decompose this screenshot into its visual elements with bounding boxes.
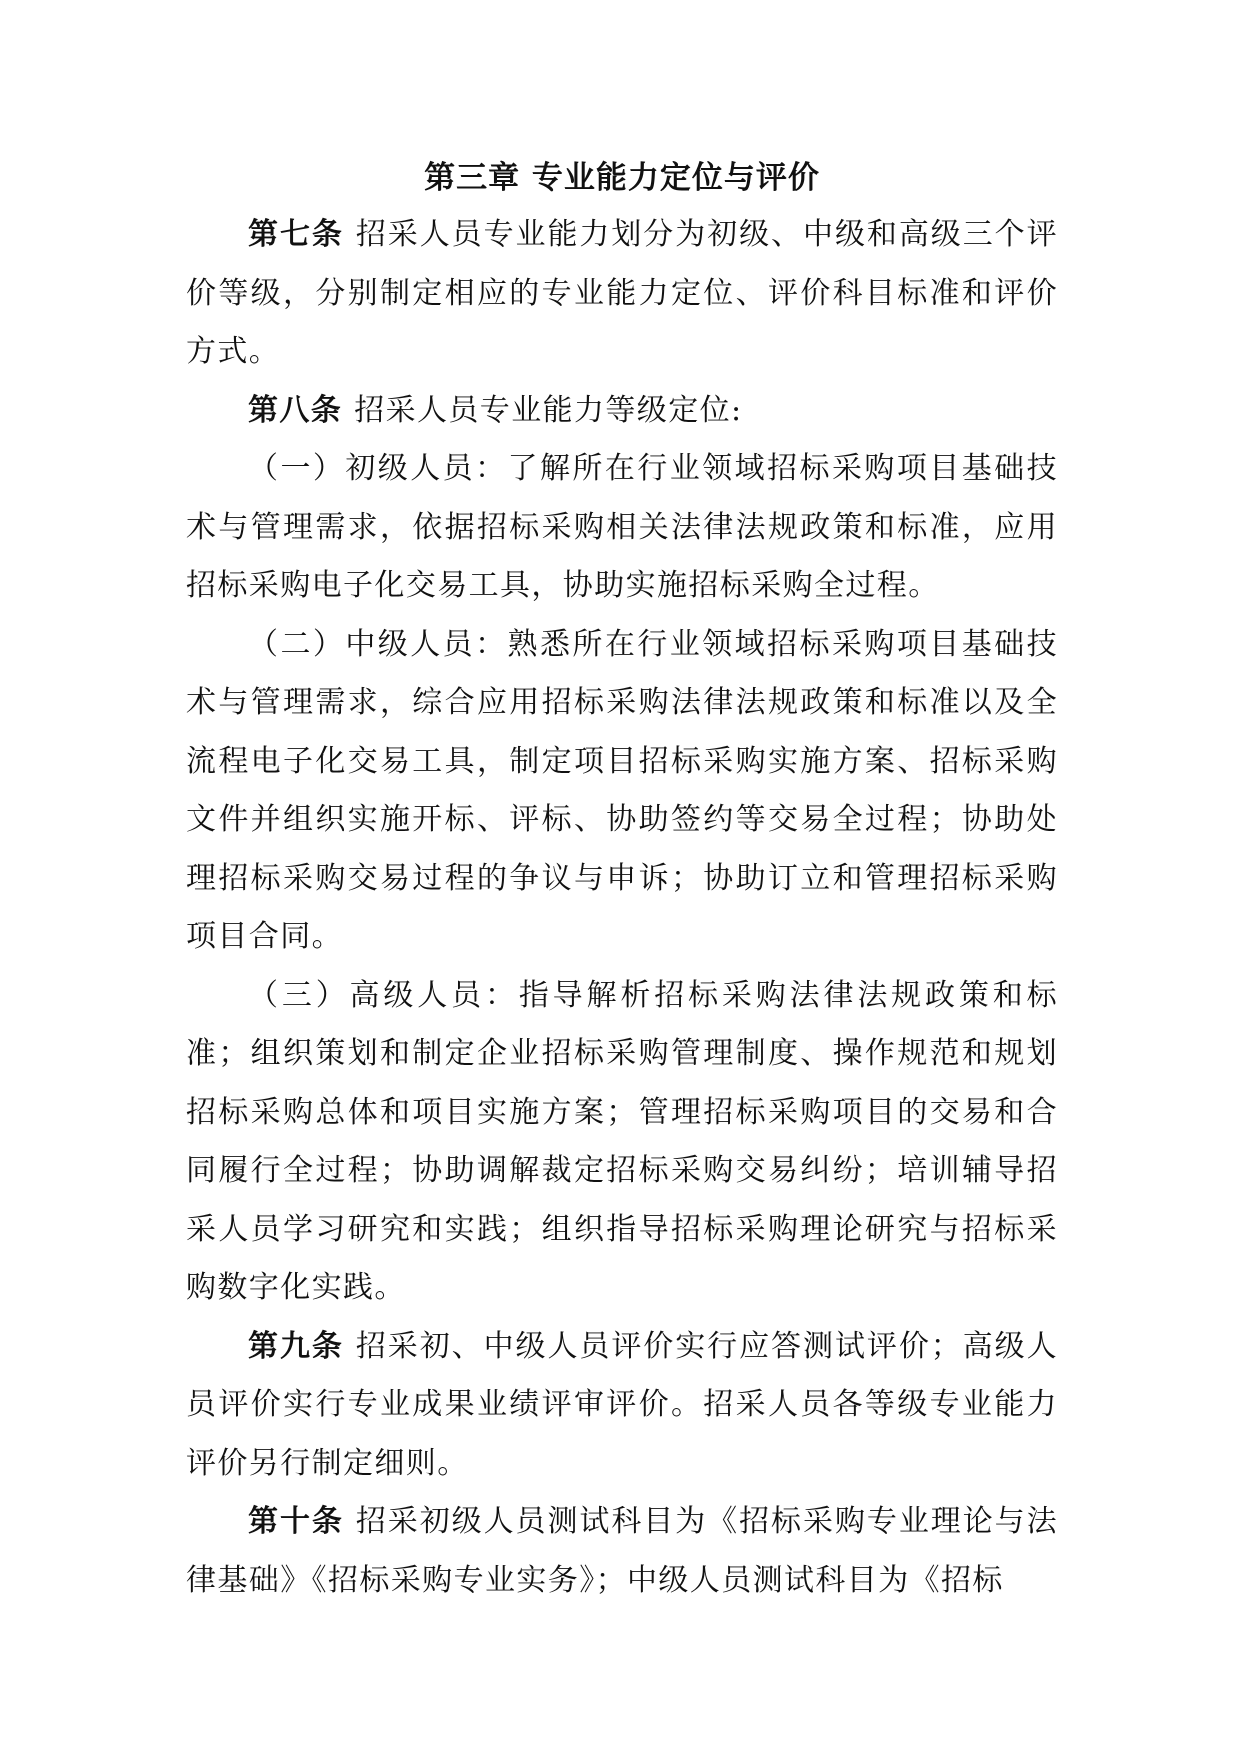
article-8-item-2-text: （二）中级人员：熟悉所在行业领域招标采购项目基础技术与管理需求，综合应用招标采购法律法规政策和标准以及全流程电子化交易工具，制定项目招标采购实施方案、招标采购文件并组织实施开标、评标、协助签约等交易全过程；协助处理招标采购交易过程的争议与申诉；协助订立和管理招标采购项目合同。: [186, 626, 1058, 954]
article-8-item-3: [186, 967, 1058, 1318]
article-8-number: 第八条: [248, 392, 343, 428]
article-10: [186, 1493, 1058, 1610]
article-8-item-3-text: （三）高级人员：指导解析招标采购法律法规政策和标准；组织策划和制定企业招标采购管理制度、操作规范和规划招标采购总体和项目实施方案；管理招标采购项目的交易和合同履行全过程；协助调解裁定招标采购交易纠纷；培训辅导招采人员学习研究和实践；组织指导招标采购理论研究与招标采购数字化实践。: [186, 977, 1058, 1305]
article-9: [186, 1318, 1058, 1494]
article-7-text: 招采人员专业能力划分为初级、中级和高级三个评价等级，分别制定相应的专业能力定位、评价科目标准和评价方式。: [186, 217, 1058, 369]
document-page: [186, 150, 1058, 1610]
article-9-number: 第九条: [248, 1328, 344, 1364]
article-7: [186, 206, 1058, 382]
article-8-item-1-text: （一）初级人员：了解所在行业领域招标采购项目基础技术与管理需求，依据招标采购相关法律法规政策和标准，应用招标采购电子化交易工具，协助实施招标采购全过程。: [186, 451, 1058, 603]
article-8: [186, 382, 1058, 441]
article-8-text: 招采人员专业能力等级定位:: [354, 392, 743, 428]
article-8-item-1: [186, 440, 1058, 616]
article-8-item-2: [186, 616, 1058, 967]
article-10-number: 第十条: [248, 1504, 344, 1539]
article-9-text: 招采初、中级人员评价实行应答测试评价；高级人员评价实行专业成果业绩评审评价。招采人员各等级专业能力评价另行制定细则。: [186, 1328, 1058, 1481]
article-7-number: 第七条: [248, 217, 344, 252]
article-10-text: 招采初级人员测试科目为《招标采购专业理论与法律基础》《招标采购专业实务》；中级人员测试科目为《招标: [186, 1504, 1058, 1598]
chapter-title: 第三章 专业能力定位与评价: [424, 160, 820, 196]
